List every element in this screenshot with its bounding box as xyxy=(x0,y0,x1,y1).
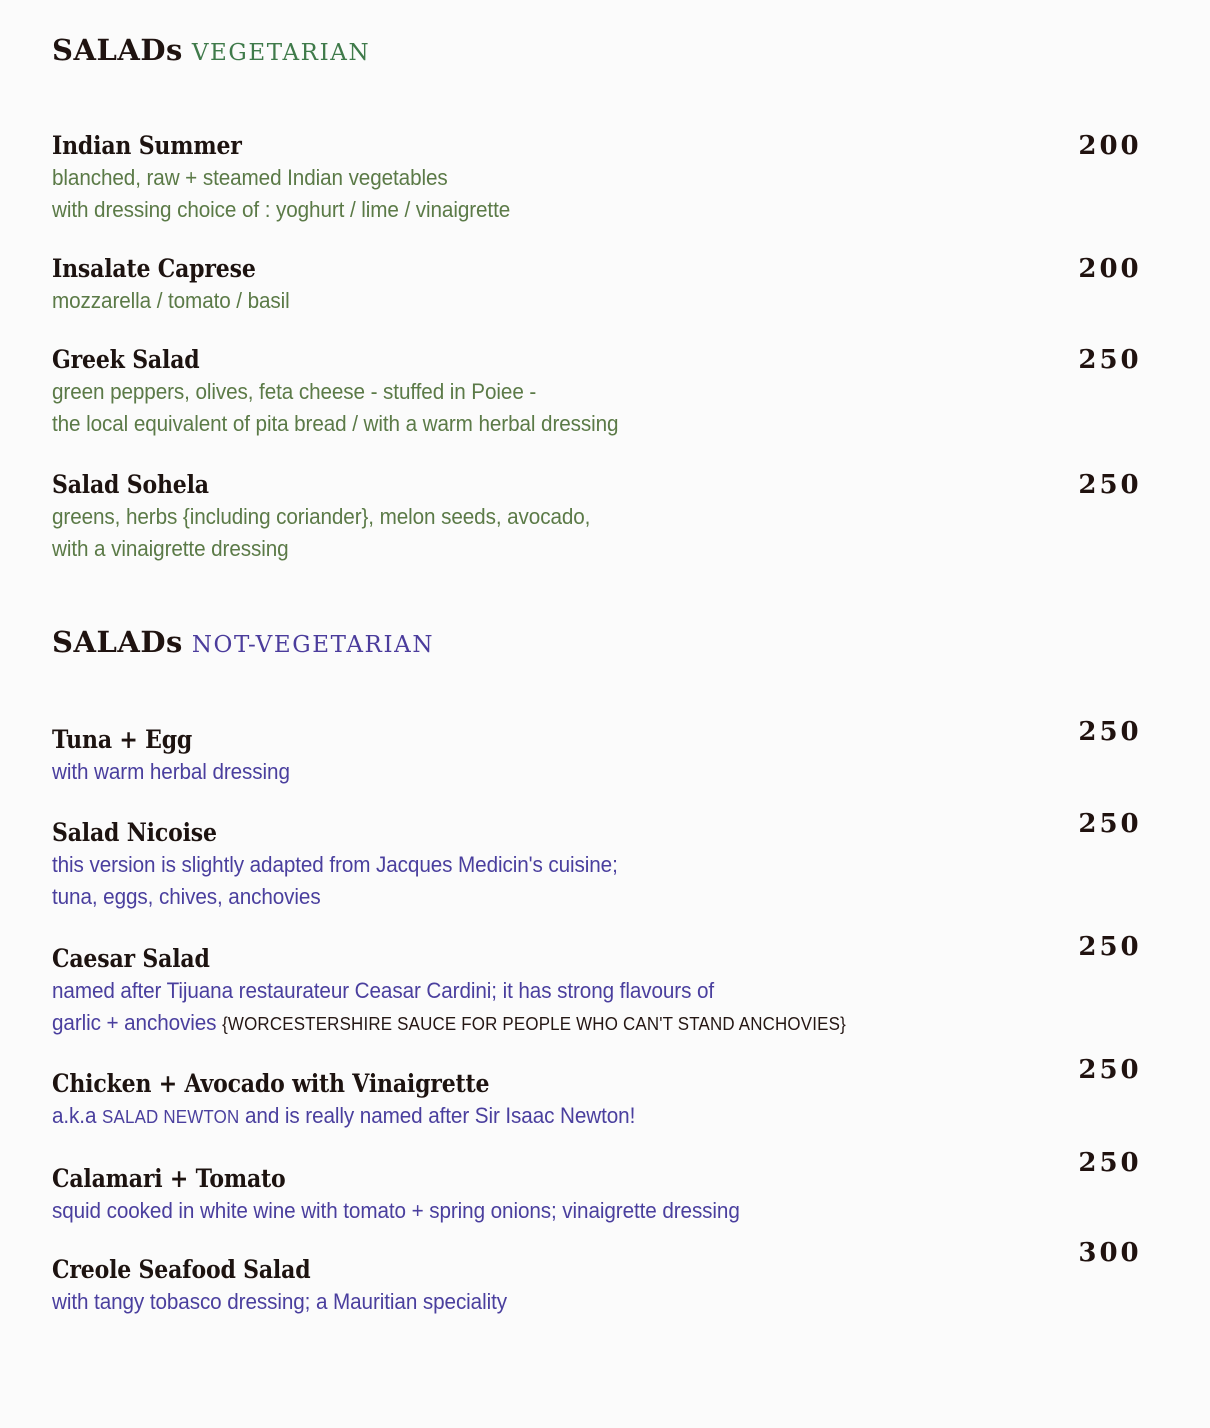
menu-item-name: Insalate Caprese xyxy=(52,254,256,283)
menu-item-name: Chicken + Avocado with Vinaigrette xyxy=(52,1069,490,1098)
menu-item-description xyxy=(52,975,1095,1039)
menu-item[interactable] xyxy=(52,1238,1162,1318)
section-title: SALADs xyxy=(52,33,183,67)
menu-item-row xyxy=(52,472,1162,499)
description-run: with tangy tobasco dressing; a Mauritian speciality xyxy=(52,1288,508,1314)
menu-item-name: Calamari + Tomato xyxy=(52,1164,286,1193)
menu-item-name: Greek Salad xyxy=(52,345,200,374)
menu-item-description-line xyxy=(52,1100,1095,1132)
menu-item-description-line xyxy=(52,501,1095,533)
description-run: with warm herbal dressing xyxy=(52,758,290,784)
description-run: and is really named after Sir Isaac Newton! xyxy=(239,1102,636,1128)
description-run: garlic + anchovies xyxy=(52,1009,223,1035)
menu-item-price: 250 xyxy=(1078,932,1142,962)
menu-item-description-line xyxy=(52,376,1095,408)
menu-item-row xyxy=(52,1148,1162,1193)
menu-item-description xyxy=(52,1100,1095,1132)
section-qualifier: NOT-VEGETARIAN xyxy=(191,632,435,658)
description-run: the local equivalent of pita bread / with a warm herbal dressing xyxy=(52,410,619,436)
menu-item-price: 300 xyxy=(1078,1238,1142,1268)
section-header-salads-vegetarian xyxy=(52,33,371,67)
description-run: this version is slightly adapted from Jacques Medicin's cuisine; xyxy=(52,851,618,877)
menu-item-description xyxy=(52,501,1095,565)
menu-item-description xyxy=(52,1195,1095,1227)
menu-item-description-line xyxy=(52,881,1095,913)
menu-item-description-line xyxy=(52,285,1095,317)
menu-item-row xyxy=(52,1055,1162,1098)
menu-item[interactable] xyxy=(52,932,1162,1039)
description-run: named after Tijuana restaurateur Ceasar Cardini; it has strong flavours of xyxy=(52,977,715,1003)
menu-item-name: Tuna + Egg xyxy=(52,725,193,754)
menu-item-name: Caesar Salad xyxy=(52,944,210,973)
menu-item-description-line xyxy=(52,1286,1095,1318)
menu-item-description xyxy=(52,285,1095,317)
menu-item-name: Salad Sohela xyxy=(52,470,209,499)
menu-item-price: 250 xyxy=(1078,717,1142,747)
menu-item-description-line xyxy=(52,1195,1095,1227)
description-emphasis-run: {WORCESTERSHIRE SAUCE FOR PEOPLE WHO CAN'T STAND ANCHOVIES} xyxy=(222,1013,846,1034)
description-emphasis-run: SALAD NEWTON xyxy=(102,1106,240,1127)
description-run: with dressing choice of : yoghurt / lime / vinaigrette xyxy=(52,196,511,222)
menu-item-name: Creole Seafood Salad xyxy=(52,1255,311,1284)
menu-item-description-line xyxy=(52,849,1095,881)
section-header-salads-not-vegetarian xyxy=(52,625,435,659)
description-run: greens, herbs {including coriander}, melon seeds, avocado, xyxy=(52,503,591,529)
menu-item-price: 250 xyxy=(1078,345,1142,375)
menu-item-description xyxy=(52,849,1095,913)
menu-item-description xyxy=(52,1286,1095,1318)
menu-item-row xyxy=(52,256,1162,283)
section-title: SALADs xyxy=(52,625,183,659)
menu-item-row xyxy=(52,809,1162,847)
description-run: squid cooked in white wine with tomato + spring onions; vinaigrette dressing xyxy=(52,1197,740,1223)
menu-item-description xyxy=(52,162,1095,226)
menu-item-description-line xyxy=(52,533,1095,565)
menu-item-description-line xyxy=(52,408,1095,440)
description-run: with a vinaigrette dressing xyxy=(52,535,289,561)
menu-item-price: 250 xyxy=(1078,1148,1142,1178)
menu-item-description-line xyxy=(52,756,1095,788)
menu-item-name: Salad Nicoise xyxy=(52,818,217,847)
menu-item[interactable] xyxy=(52,256,1162,317)
menu-item-row xyxy=(52,347,1162,374)
menu-item-description xyxy=(52,756,1095,788)
section-qualifier: VEGETARIAN xyxy=(191,40,371,66)
menu-item[interactable] xyxy=(52,1148,1162,1227)
description-run: green peppers, olives, feta cheese - stuffed in Poiee - xyxy=(52,378,537,404)
menu-item-description-line xyxy=(52,975,1095,1007)
menu-item-name: Indian Summer xyxy=(52,131,242,160)
menu-item[interactable] xyxy=(52,133,1162,226)
menu-item-description xyxy=(52,376,1095,440)
menu-item-price: 200 xyxy=(1078,254,1142,284)
menu-item-price: 250 xyxy=(1078,470,1142,500)
menu-item[interactable] xyxy=(52,809,1162,913)
menu-item[interactable] xyxy=(52,717,1162,788)
menu-item[interactable] xyxy=(52,347,1162,440)
menu-item-price: 250 xyxy=(1078,809,1142,839)
menu-item-price: 250 xyxy=(1078,1055,1142,1085)
menu-item-description-line xyxy=(52,162,1095,194)
menu-item-description-line xyxy=(52,1007,1095,1039)
menu-item[interactable] xyxy=(52,1055,1162,1132)
menu-item-row xyxy=(52,1238,1162,1284)
description-run: tuna, eggs, chives, anchovies xyxy=(52,883,321,909)
menu-item-description-line xyxy=(52,194,1095,226)
description-run: mozzarella / tomato / basil xyxy=(52,287,290,313)
menu-item-row xyxy=(52,932,1162,973)
menu-item-row xyxy=(52,717,1162,754)
description-run: blanched, raw + steamed Indian vegetables xyxy=(52,164,448,190)
menu-item-row xyxy=(52,133,1162,160)
menu-item[interactable] xyxy=(52,472,1162,565)
menu-item-price: 200 xyxy=(1078,131,1142,161)
description-run: a.k.a xyxy=(52,1102,103,1128)
